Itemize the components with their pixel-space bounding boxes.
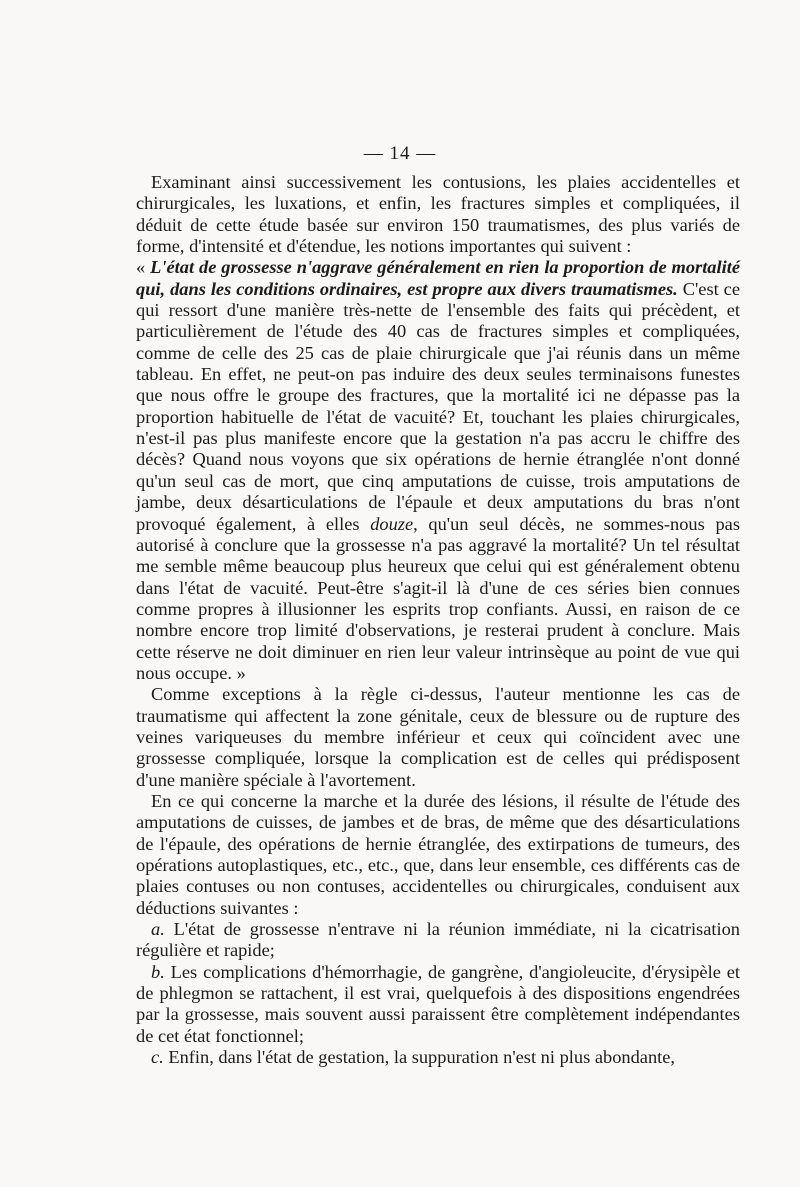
emphasis-douze: douze [370, 513, 414, 534]
paragraph-1-body-a: C'est ce qui ressort d'une manière très-nette de l'ensemble des faits qui précèdent, et particulièrement de l'étude des 40 cas de fractures simples et compliquées, comme de celle des 25 cas de plaie chirurgicale que j'ai réunis dans un même tableau. En effet, ne peut-on pas induire des deux seules terminaisons funestes que nous offre le groupe des fractures, que la mortalité ici ne dépasse pas la proportion habituelle de l'état de vacuité? Et, touchant les plaies chirurgicales, n'est-il pas plus manifeste encore que la gestation n'a pas accru le chiffre des décès? Quand nous voyons que six opérations de hernie étranglée n'ont donné qu'un seul cas de mort, que cinq amputations de cuisse, trois amputations de jambe, deux désarticulations de l'épaule et deux amputations du bras n'ont provoqué également, à elles [136, 278, 740, 534]
list-text-c: Enfin, dans l'état de gestation, la suppuration n'est ni plus abondante, [163, 1047, 676, 1068]
page-number: — 14 — [363, 143, 437, 164]
paragraph-1-intro: Examinant ainsi successivement les contusions, les plaies accidentelles et chirurgicales, les luxations, et enfin, les fractures simples et compliquées, il déduit de cette étude basée sur environ 150 traumatismes, des plus variés de forme, d'intensité et d'étendue, les notions importantes qui suivent : [136, 172, 740, 257]
list-marker-c: c. [151, 1047, 164, 1068]
list-item-c [136, 1047, 740, 1068]
quote-italic-text: L'état de grossesse n'aggrave généralement en rien la proportion de mortalité qui, dans les conditions ordinaires, est propre aux divers traumatismes. [136, 257, 740, 299]
list-item-b [136, 962, 740, 1047]
list-text-b: Les complications d'hémorrhagie, de gangrène, d'angioleucite, d'érysipèle et de phlegmon se rattachent, il est vrai, quelquefois à des dispositions engendrées par la grossesse, mais souvent aussi paraissent être complètement indépendantes de cet état fonctionnel; [136, 961, 740, 1046]
list-marker-a: a. [151, 919, 165, 940]
paragraph-1-body-b: , qu'un seul décès, ne sommes-nous pas autorisé à conclure que la grossesse n'a pas aggravé la mortalité? Un tel résultat me semble même beaucoup plus heureux que celui qui est généralement obtenu dans l'état de vacuité. Peut-être s'agit-il là d'une de ces séries bien connues comme propres à illusionner les esprits trop confiants. Aussi, en raison de ce nombre encore trop limité d'observations, je resterai prudent à conclure. Mais cette réserve ne doit diminuer en rien leur valeur intrinsèque au point de vue qui nous occupe. » [136, 513, 740, 683]
page-body [136, 172, 740, 1068]
list-item-a [136, 919, 740, 962]
list-marker-b: b. [151, 961, 165, 982]
paragraph-1 [136, 172, 740, 684]
list-text-a: L'état de grossesse n'entrave ni la réunion immédiate, ni la cicatrisation régulière et rapide; [136, 919, 740, 961]
paragraph-2: Comme exceptions à la règle ci-dessus, l'auteur mentionne les cas de traumatisme qui affectent la zone génitale, ceux de blessure ou de rupture des veines variqueuses du membre inférieur et ceux qui coïncident avec une grossesse compliquée, lorsque la complication est de celles qui prédisposent d'une manière spéciale à l'avortement. [136, 684, 740, 790]
quote-open: « [136, 257, 151, 278]
paragraph-3: En ce qui concerne la marche et la durée des lésions, il résulte de l'étude des amputations de cuisses, de jambes et de bras, de même que des désarticulations de l'épaule, des opérations de hernie étranglée, des extirpations de tumeurs, des opérations autoplastiques, etc., etc., que, dans leur ensemble, ces différents cas de plaies contuses ou non contuses, accidentelles ou chirurgicales, conduisent aux déductions suivantes : [136, 790, 740, 918]
